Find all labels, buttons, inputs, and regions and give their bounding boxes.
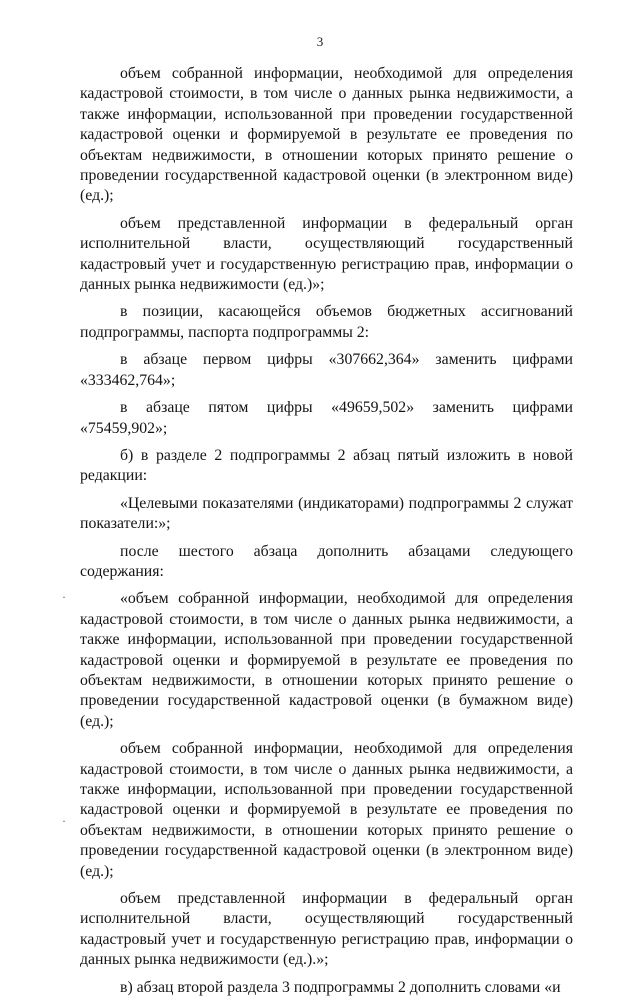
- paragraph-section-2-new-edition: б) в разделе 2 подпрограммы 2 абзац пятый изложить в новой редакции:: [80, 446, 573, 485]
- paragraph-submitted-info-2: объем представленной информации в федеральный орган исполнительной власти, осуществляющий государственный кадастровый учет и государственную регистрацию прав, информации о данных рынка недвижимости (ед.).»;: [80, 890, 573, 969]
- paragraph-collected-info-electronic: объем собранной информации, необходимой для определения кадастровой стоимости, в том числе о данных рынка недвижимости, а также информации, использованной при проведении государственной кадастровой оценки и формируемой в результате ее проведения по объектам недвижимости, в отношении которых принято решение о проведении государственной кадастровой оценки (в электронном виде) (ед.);: [80, 65, 573, 205]
- page-number: 3: [316, 34, 324, 49]
- paragraph-budget-allocations: в позиции, касающейся объемов бюджетных ассигнований подпрограммы, паспорта подпрограммы 2:: [80, 303, 573, 341]
- scan-margin-mark: ·: [62, 814, 66, 828]
- paragraph-after-sixth-indent: после шестого абзаца дополнить абзацами следующего содержания:: [80, 542, 573, 580]
- paragraph-first-indent-replace: в абзаце первом цифры «307662,364» заменить цифрами «333462,764»;: [80, 351, 573, 389]
- paragraph-submitted-info: объем представленной информации в федеральный орган исполнительной власти, осуществляющий государственный кадастровый учет и государственную регистрацию прав, информации о данных рынка недвижимости (ед.)»;: [80, 214, 573, 294]
- paragraph-fifth-indent-replace: в абзаце пятом цифры «49659,502» заменить цифрами «75459,902»;: [80, 399, 573, 437]
- scan-margin-mark: ·: [62, 590, 66, 604]
- document-body: [80, 64, 573, 998]
- paragraph-target-indicators: «Целевыми показателями (индикаторами) подпрограммы 2 служат показатели:»;: [80, 494, 573, 533]
- paragraph-collected-info-paper: «объем собранной информации, необходимой для определения кадастровой стоимости, в том числе о данных рынка недвижимости, а также информации, использованной при проведении государственной кадастровой оценки и формируемой в результате ее проведения по объектам недвижимости, в отношении которых принято решение о проведении государственной кадастровой оценки (в бумажном виде) (ед.);: [80, 590, 573, 730]
- paragraph-collected-info-electronic-2: объем собранной информации, необходимой для определения кадастровой стоимости, в том числе о данных рынка недвижимости, а также информации, использованной при проведении государственной кадастровой оценки и формируемой в результате ее проведения по объектам недвижимости, в отношении которых принято решение о проведении государственной кадастровой оценки (в электронном виде) (ед.);: [80, 740, 573, 880]
- paragraph-section-3-supplement: в) абзац второй раздела 3 подпрограммы 2 дополнить словами «и: [120, 978, 561, 996]
